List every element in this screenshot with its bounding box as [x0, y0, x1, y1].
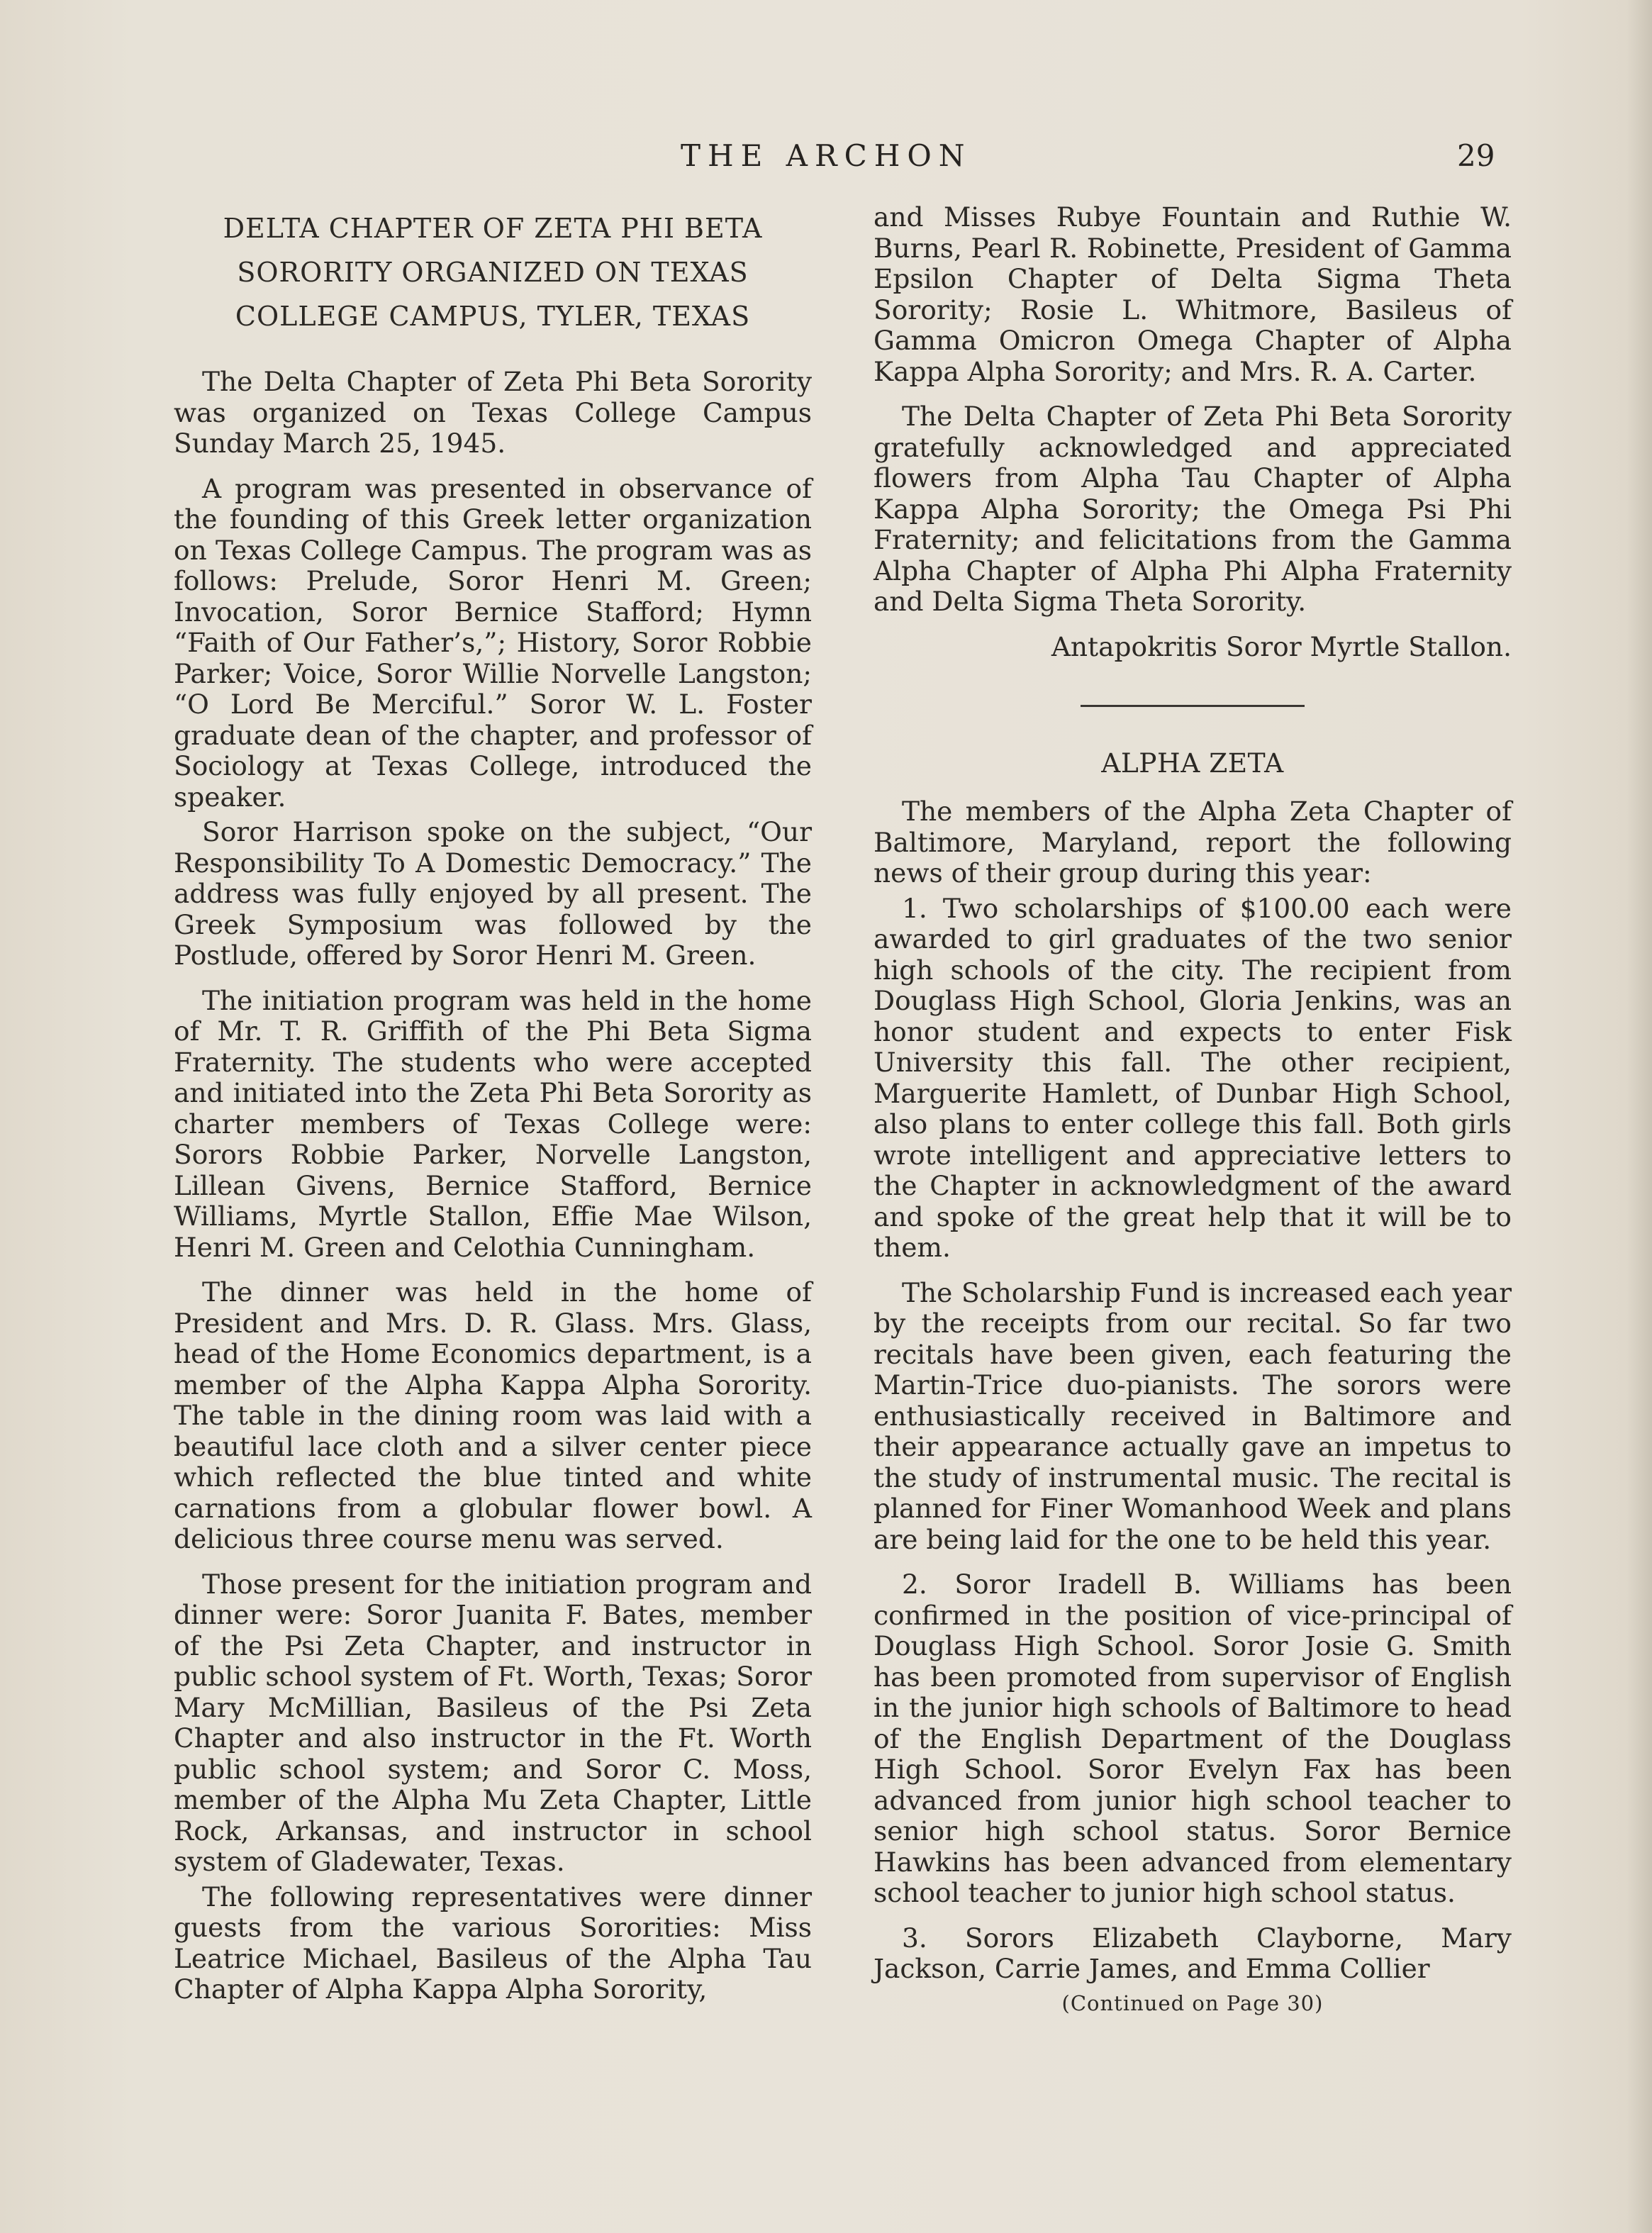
signature: Antapokritis Soror Myrtle Stallon. [1051, 630, 1512, 662]
page-header [0, 135, 1652, 177]
paragraph: The members of the Alpha Zeta Chapter of Baltimore, Maryland, report the following news of their group during this year: [874, 796, 1512, 889]
paragraph: The following representatives were dinner guests from the various Sororities: Miss Leatrice Michael, Basileus of the Alpha Tau Chapter of Alpha Kappa Alpha Sorority, [174, 1881, 812, 2005]
paragraph: The Scholarship Fund is increased each year by the receipts from our recital. So far two recitals have been given, each featuring the Martin-Trice duo-pianists. The sorors were enthusiastically received in Baltimore and their appearance actually gave an impetus to the study of instrumental music. The recital is planned for Finer Womanhood Week and plans are being laid for the one to be held this year. [874, 1276, 1512, 1555]
paragraph: and Misses Rubye Fountain and Ruthie W. Burns, Pearl R. Robinette, President of Gamma Epsilon Chapter of Delta Sigma Theta Sorority; Rosie L. Whitmore, Basileus of Gamma Omicron Omega Chapter of Alpha Kappa Alpha Sorority; and Mrs. R. A. Carter. [874, 201, 1512, 387]
paragraph: 2. Soror Iradell B. Williams has been confirmed in the position of vice-principal of Douglass High School. Soror Josie G. Smith has been promoted from supervisor of English in the junior high schools of Baltimore to head of the English Department of the Douglass High School. Soror Evelyn Fax has been advanced from junior high school teacher to senior high school status. Soror Bernice Hawkins has been advanced from elementary school teacher to junior high school status. [874, 1569, 1512, 1908]
paragraph: The Delta Chapter of Zeta Phi Beta Sorority was organized on Texas College Campus Sunday March 25, 1945. [174, 366, 812, 459]
section-heading: ALPHA ZETA [1101, 747, 1284, 779]
article-title-line: COLLEGE CAMPUS, TYLER, TEXAS [235, 301, 751, 332]
article-title-line: DELTA CHAPTER OF ZETA PHI BETA [223, 213, 763, 244]
section-divider [1081, 705, 1305, 707]
page-number: 29 [1457, 138, 1495, 173]
right-column [874, 202, 1512, 2017]
paragraph: Soror Harrison spoke on the subject, “Our Responsibility To A Domestic Democracy.” The address was fully enjoyed by all present. The Greek Symposium was followed by the Postlude, offered by Soror Henri M. Green. [174, 816, 812, 971]
paragraph: The dinner was held in the home of President and Mrs. D. R. Glass. Mrs. Glass, head of the Home Economics department, is a member of the Alpha Kappa Alpha Sorority. The table in the dining room was laid with a beautiful lace cloth and a silver center piece which reflected the blue tinted and white carnations from a globular flower bowl. A delicious three course menu was served. [174, 1276, 812, 1554]
paragraph: The initiation program was held in the home of Mr. T. R. Griffith of the Phi Beta Sigma Fraternity. The students who were accepted and initiated into the Zeta Phi Beta Sorority as charter members of Texas College were: Sorors Robbie Parker, Norvelle Langston, Lillean Givens, Bernice Stafford, Bernice Williams, Myrtle Stallon, Effie Mae Wilson, Henri M. Green and Celothia Cunningham. [174, 984, 812, 1263]
paragraph: The Delta Chapter of Zeta Phi Beta Sorority gratefully acknowledged and appreciated flowers from Alpha Tau Chapter of Alpha Kappa Alpha Sorority; the Omega Psi Phi Fraternity; and felicitations from the Gamma Alpha Chapter of Alpha Phi Alpha Fraternity and Delta Sigma Theta Sorority. [874, 401, 1512, 617]
paragraph: Those present for the initiation program and dinner were: Soror Juanita F. Bates, member of the Psi Zeta Chapter, and instructor in public school system of Ft. Worth, Texas; Soror Mary McMillian, Basileus of the Psi Zeta Chapter and also instructor in the Ft. Worth public school system; and Soror C. Moss, member of the Alpha Mu Zeta Chapter, Little Rock, Arkansas, and instructor in school system of Gladewater, Texas. [174, 1568, 812, 1877]
paragraph: 3. Sorors Elizabeth Clayborne, Mary Jackson, Carrie James, and Emma Collier [874, 1922, 1512, 1984]
running-title: THE ARCHON [681, 138, 972, 173]
paragraph: 1. Two scholarships of $100.00 each were awarded to girl graduates of the two senior high schools of the city. The recipient from Douglass High School, Gloria Jenkins, was an honor student and expects to enter Fisk University this fall. The other recipient, Marguerite Hamlett, of Dunbar High School, also plans to enter college this fall. Both girls wrote intelligent and appreciative letters to the Chapter in acknowledgment of the award and spoke of the great help that it will be to them. [874, 892, 1512, 1263]
page-edge-shadow [1626, 0, 1652, 2233]
article-title [174, 202, 812, 338]
paragraph: A program was presented in observance of the founding of this Greek letter organization on Texas College Campus. The program was as follows: Prelude, Soror Henri M. Green; Invocation, Soror Bernice Stafford; Hymn “Faith of Our Father’s,”; History, Soror Robbie Parker; Voice, Soror Willie Norvelle Langston; “O Lord Be Merciful.” Soror W. L. Foster graduate dean of the chapter, and professor of Sociology at Texas College, introduced the speaker. [174, 472, 812, 813]
continued-note: (Continued on Page 30) [1061, 1990, 1324, 2015]
left-column [174, 202, 812, 2020]
article-title-line: SORORITY ORGANIZED ON TEXAS [237, 257, 749, 288]
